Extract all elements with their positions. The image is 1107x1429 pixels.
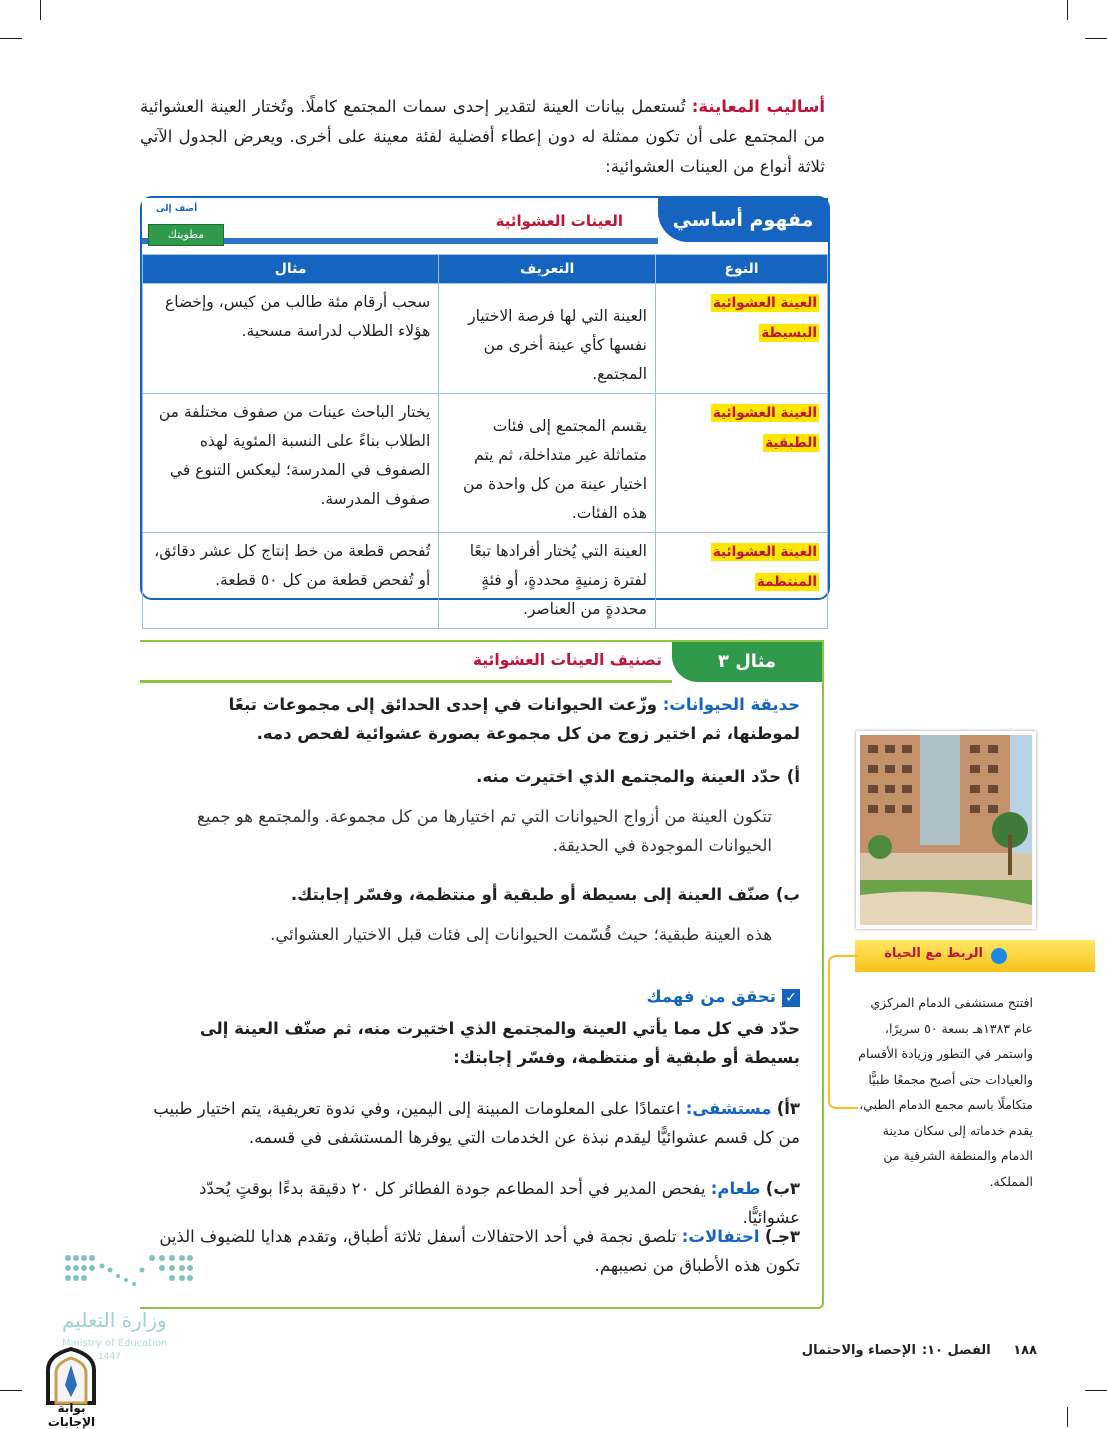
q2-text: يفحص المدير في أحد المطاعم جودة الفطائر كل ٢٠ دقيقة بدءًا بوقتٍ يُحدّد عشوائيًّا. xyxy=(199,1179,800,1227)
ministry-year: 1447 xyxy=(98,1352,121,1362)
answer-b: هذه العينة طبقية؛ حيث قُسّمت الحيوانات إلى فئات قبل الاختيار العشوائي. xyxy=(270,925,772,944)
problem-lead: حديقة الحيوانات: xyxy=(662,695,800,714)
life-connection-banner xyxy=(855,940,1095,972)
definition-cell: العينة التي لها فرصة الاختيار نفسها كأي عينة أخرى من المجتمع. xyxy=(439,284,656,394)
header-definition: التعريف xyxy=(439,255,656,284)
hospital-photo xyxy=(856,731,1036,929)
mosque-emblem-icon xyxy=(34,1345,109,1405)
crop-mark xyxy=(1067,1407,1068,1427)
example-tab: مثال ٣ xyxy=(672,642,822,682)
table-row xyxy=(143,533,828,629)
hospital-building-image xyxy=(860,735,1032,925)
type-cell: العينة العشوائية الطبقية xyxy=(656,394,828,533)
key-concept-tab: مفهوم أساسي xyxy=(658,198,828,242)
question-3 xyxy=(140,1222,800,1280)
crop-mark xyxy=(1067,0,1068,20)
example-problem xyxy=(150,690,800,748)
page-footer xyxy=(802,1343,1037,1358)
q1-number: ٣أ) xyxy=(776,1099,800,1118)
bawaba-text: بوابة الإجابات xyxy=(47,1401,96,1429)
example-cell: تُفحص قطعة من خط إنتاج كل عشر دقائق، أو تُفحص قطعة من كل ٥٠ قطعة. xyxy=(143,533,439,629)
type-cell: العينة العشوائية المنتظمة xyxy=(656,533,828,629)
definition-cell: العينة التي يُختار أفرادها تبعًا لفترة زمنيةٍ محددةٍ، أو فئةٍ محددةٍ من العناصر. xyxy=(439,533,656,629)
key-concept-header xyxy=(142,198,828,254)
type-cell: العينة العشوائية البسيطة xyxy=(656,284,828,394)
check-instructions: حدّد في كل مما يأتي العينة والمجتمع الذي اختيرت منه، ثم صنّف العينة إلى بسيطة أو طبقية أو منتظمة، وفسّر إجابتك: xyxy=(199,1019,800,1067)
q3-lead: احتفالات: xyxy=(681,1227,760,1246)
table-header-row xyxy=(143,255,828,284)
answer-a: تتكون العينة من أزواج الحيوانات التي تم اختيارها من كل مجموعة. والمجتمع هو جميع الحيوانات الموجودة في الحديقة. xyxy=(197,807,772,855)
question-1 xyxy=(140,1094,800,1152)
table-row xyxy=(143,284,828,394)
crop-mark xyxy=(0,38,22,39)
globe-icon xyxy=(991,948,1007,964)
check-icon: ✓ xyxy=(782,989,800,1007)
part-b: ب) صنّف العينة إلى بسيطة أو طبقية أو منتظمة، وفسّر إجابتك. xyxy=(290,885,800,904)
badge-main-text: مطويتك xyxy=(148,224,224,246)
table-row xyxy=(143,394,828,533)
q1-text: اعتمادًا على المعلومات المبينة إلى اليمين، وفي ندوة تعريفية، يتم اختيار طبيب من كل قسم عشوائيًّا ليقدم نبذة عن الخدمات التي يوفرها المستشفى في قسمه. xyxy=(153,1099,800,1147)
header-type: النوع xyxy=(656,255,828,284)
example-header-line xyxy=(140,680,672,683)
example-cell: يختار الباحث عينات من صفوف مختلفة من الطلاب بناءً على النسبة المئوية لهذه الصفوف في المدرسة؛ ليعكس التنوع في صفوف المدرسة. xyxy=(143,394,439,533)
crop-mark xyxy=(0,1390,22,1391)
intro-text: تُستعمل بيانات العينة لتقدير إحدى سمات المجتمع كاملًا. وتُختار العينة العشوائية من المجتمع على أن تكون ممثلة له دون إعطاء أفضلية لفئة معينة على أخرى. ويعرض الجدول الآتي ثلاثة أنواع من العينات العشوائية: xyxy=(140,97,825,176)
intro-paragraph xyxy=(140,92,825,182)
q2-lead: طعام: xyxy=(710,1179,761,1198)
crop-mark xyxy=(1085,1390,1107,1391)
problem-text: وزّعت الحيوانات في إحدى الحدائق إلى مجموعات تبعًا لموطنها، ثم اختير زوج من كل مجموعة بصورة عشوائية لفحص دمه. xyxy=(228,695,800,743)
header-example: مثال xyxy=(143,255,439,284)
q2-number: ٣ب) xyxy=(765,1179,800,1198)
check-header xyxy=(150,982,800,1011)
definition-cell: يقسم المجتمع إلى فئات متماثلة غير متداخلة، ثم يتم اختيار عينة من كل واحدة من هذه الفئات. xyxy=(439,394,656,533)
foldable-badge xyxy=(148,204,218,244)
ministry-dots-icon xyxy=(62,1250,202,1300)
example-cell: سحب أرقام مئة طالب من كيس، وإخضاع هؤلاء الطلاب لدراسة مسحية. xyxy=(143,284,439,394)
badge-small-text: أضف إلى xyxy=(156,204,198,214)
part-a: أ) حدّد العينة والمجتمع الذي اختيرت منه. xyxy=(476,767,800,786)
ministry-name-english: Ministry of Education xyxy=(62,1338,168,1349)
crop-mark xyxy=(40,0,41,20)
concept-table xyxy=(142,254,828,629)
example-box xyxy=(140,640,824,1309)
crop-mark xyxy=(1085,38,1107,39)
check-title: تحقق من فهمك xyxy=(646,987,776,1006)
side-bracket xyxy=(828,955,858,1109)
bawaba-logo xyxy=(34,1345,109,1429)
chapter-label: الفصل ١٠: xyxy=(921,1343,991,1358)
ministry-name-arabic: وزارة التعليم xyxy=(62,1308,167,1332)
page-number: ١٨٨ xyxy=(1013,1343,1037,1358)
q3-number: ٣جـ) xyxy=(764,1227,800,1246)
intro-lead: أساليب المعاينة: xyxy=(691,97,825,116)
key-concept-box xyxy=(140,196,830,618)
life-connection-title: الربط مع الحياة xyxy=(884,946,983,961)
example-title: تصنيف العينات العشوائية xyxy=(472,651,662,669)
chapter-title: الإحصاء والاحتمال xyxy=(801,1343,916,1358)
q1-lead: مستشفى: xyxy=(685,1099,772,1118)
side-note-text: افتتح مستشفى الدمام المركزي عام ١٣٨٣هـ بسعة ٥٠ سريرًا، واستمر في التطور وزيادة الأقسام والعيادات حتى أصبح مجمعًا طبيًّا متكاملًا باسم مجمع الدمام الطبي، يقدم خدماته إلى سكان مدينة الدمام والمنطقة الشرقية من المملكة. xyxy=(858,995,1033,1189)
q3-text: تلصق نجمة في أحد الاحتفالات أسفل ثلاثة أطباق، وتقدم هدايا للضيوف الذين تكون هذه الأطباق من نصيبهم. xyxy=(159,1227,800,1275)
key-concept-title: العينات العشوائية xyxy=(495,212,623,230)
